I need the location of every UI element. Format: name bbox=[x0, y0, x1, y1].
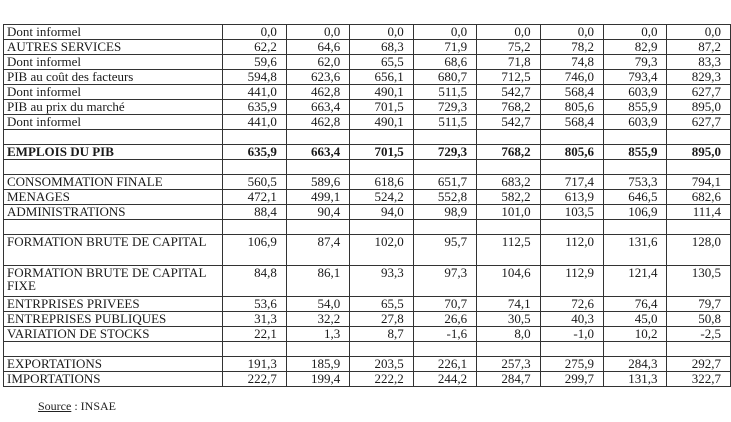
spacer-row bbox=[4, 342, 731, 357]
value-cell: 102,0 bbox=[350, 235, 413, 266]
value-cell: 524,2 bbox=[350, 190, 413, 205]
value-cell: 68,3 bbox=[350, 40, 413, 55]
value-cell: -1,0 bbox=[540, 327, 603, 342]
value-cell: 76,4 bbox=[604, 297, 667, 312]
value-cell: 635,9 bbox=[223, 145, 286, 160]
row-label: AUTRES SERVICES bbox=[4, 40, 223, 55]
row-label: EXPORTATIONS bbox=[4, 357, 223, 372]
row-label: MENAGES bbox=[4, 190, 223, 205]
value-cell: 490,1 bbox=[350, 115, 413, 130]
value-cell: 829,3 bbox=[667, 70, 731, 85]
row-label: IMPORTATIONS bbox=[4, 372, 223, 387]
table-row bbox=[4, 145, 731, 160]
spacer-cell bbox=[540, 130, 603, 145]
value-cell: 82,9 bbox=[604, 40, 667, 55]
value-cell: 103,5 bbox=[540, 205, 603, 220]
value-cell: 855,9 bbox=[604, 100, 667, 115]
value-cell: 511,5 bbox=[413, 115, 476, 130]
value-cell: 71,8 bbox=[477, 55, 540, 70]
spacer-cell bbox=[540, 220, 603, 235]
value-cell: 805,6 bbox=[540, 145, 603, 160]
table-row bbox=[4, 235, 731, 266]
value-cell: 244,2 bbox=[413, 372, 476, 387]
value-cell: 65,5 bbox=[350, 297, 413, 312]
value-cell: 701,5 bbox=[350, 145, 413, 160]
spacer-cell bbox=[4, 342, 223, 357]
table-row bbox=[4, 266, 731, 297]
value-cell: 284,7 bbox=[477, 372, 540, 387]
value-cell: 50,8 bbox=[667, 312, 731, 327]
value-cell: 112,9 bbox=[540, 266, 603, 297]
value-cell: 22,1 bbox=[223, 327, 286, 342]
spacer-cell bbox=[667, 130, 731, 145]
spacer-cell bbox=[223, 220, 286, 235]
spacer-cell bbox=[350, 342, 413, 357]
value-cell: 322,7 bbox=[667, 372, 731, 387]
spacer-cell bbox=[604, 342, 667, 357]
value-cell: 101,0 bbox=[477, 205, 540, 220]
value-cell: 32,2 bbox=[286, 312, 349, 327]
value-cell: 441,0 bbox=[223, 115, 286, 130]
value-cell: 87,4 bbox=[286, 235, 349, 266]
row-label: PIB au coût des facteurs bbox=[4, 70, 223, 85]
value-cell: 855,9 bbox=[604, 145, 667, 160]
value-cell: 542,7 bbox=[477, 85, 540, 100]
value-cell: 74,1 bbox=[477, 297, 540, 312]
value-cell: 199,4 bbox=[286, 372, 349, 387]
row-label: EMPLOIS DU PIB bbox=[4, 145, 223, 160]
row-label: ENTRPRISES PRIVEES bbox=[4, 297, 223, 312]
data-table bbox=[3, 24, 731, 387]
value-cell: 0,0 bbox=[477, 25, 540, 40]
value-cell: 1,3 bbox=[286, 327, 349, 342]
value-cell: 717,4 bbox=[540, 175, 603, 190]
row-label: FORMATION BRUTE DE CAPITAL FIXE bbox=[4, 266, 223, 297]
value-cell: 768,2 bbox=[477, 145, 540, 160]
value-cell: 53,6 bbox=[223, 297, 286, 312]
table-row bbox=[4, 70, 731, 85]
value-cell: 729,3 bbox=[413, 145, 476, 160]
value-cell: 121,4 bbox=[604, 266, 667, 297]
value-cell: 0,0 bbox=[540, 25, 603, 40]
value-cell: 94,0 bbox=[350, 205, 413, 220]
table-row bbox=[4, 85, 731, 100]
spacer-cell bbox=[350, 160, 413, 175]
value-cell: 490,1 bbox=[350, 85, 413, 100]
value-cell: 59,6 bbox=[223, 55, 286, 70]
value-cell: 603,9 bbox=[604, 115, 667, 130]
spacer-cell bbox=[4, 130, 223, 145]
value-cell: 552,8 bbox=[413, 190, 476, 205]
value-cell: 729,3 bbox=[413, 100, 476, 115]
value-cell: 10,2 bbox=[604, 327, 667, 342]
value-cell: 568,4 bbox=[540, 115, 603, 130]
value-cell: 0,0 bbox=[667, 25, 731, 40]
value-cell: -2,5 bbox=[667, 327, 731, 342]
spacer-cell bbox=[667, 342, 731, 357]
table-row bbox=[4, 357, 731, 372]
value-cell: 753,3 bbox=[604, 175, 667, 190]
value-cell: 70,7 bbox=[413, 297, 476, 312]
value-cell: 26,6 bbox=[413, 312, 476, 327]
value-cell: 79,3 bbox=[604, 55, 667, 70]
spacer-cell bbox=[477, 220, 540, 235]
spacer-cell bbox=[477, 342, 540, 357]
value-cell: 582,2 bbox=[477, 190, 540, 205]
value-cell: 292,7 bbox=[667, 357, 731, 372]
value-cell: 130,5 bbox=[667, 266, 731, 297]
source-note bbox=[38, 399, 116, 414]
value-cell: 793,4 bbox=[604, 70, 667, 85]
spacer-cell bbox=[413, 130, 476, 145]
value-cell: 65,5 bbox=[350, 55, 413, 70]
table-row bbox=[4, 327, 731, 342]
table-row bbox=[4, 312, 731, 327]
spacer-cell bbox=[604, 220, 667, 235]
spacer-cell bbox=[286, 342, 349, 357]
table-row bbox=[4, 100, 731, 115]
value-cell: 746,0 bbox=[540, 70, 603, 85]
value-cell: 97,3 bbox=[413, 266, 476, 297]
value-cell: 79,7 bbox=[667, 297, 731, 312]
value-cell: 0,0 bbox=[223, 25, 286, 40]
value-cell: 701,5 bbox=[350, 100, 413, 115]
value-cell: 8,7 bbox=[350, 327, 413, 342]
value-cell: 568,4 bbox=[540, 85, 603, 100]
value-cell: 75,2 bbox=[477, 40, 540, 55]
value-cell: 86,1 bbox=[286, 266, 349, 297]
value-cell: 472,1 bbox=[223, 190, 286, 205]
value-cell: 93,3 bbox=[350, 266, 413, 297]
value-cell: 462,8 bbox=[286, 115, 349, 130]
table-row bbox=[4, 25, 731, 40]
value-cell: 112,5 bbox=[477, 235, 540, 266]
table-row bbox=[4, 115, 731, 130]
row-label: Dont informel bbox=[4, 25, 223, 40]
spacer-cell bbox=[604, 130, 667, 145]
value-cell: 27,8 bbox=[350, 312, 413, 327]
value-cell: 0,0 bbox=[604, 25, 667, 40]
spacer-row bbox=[4, 220, 731, 235]
value-cell: 191,3 bbox=[223, 357, 286, 372]
spacer-row bbox=[4, 160, 731, 175]
value-cell: 54,0 bbox=[286, 297, 349, 312]
value-cell: 40,3 bbox=[540, 312, 603, 327]
spacer-cell bbox=[223, 130, 286, 145]
value-cell: 651,7 bbox=[413, 175, 476, 190]
value-cell: 84,8 bbox=[223, 266, 286, 297]
spacer-cell bbox=[350, 130, 413, 145]
value-cell: 589,6 bbox=[286, 175, 349, 190]
value-cell: 895,0 bbox=[667, 145, 731, 160]
spacer-cell bbox=[223, 342, 286, 357]
value-cell: 62,0 bbox=[286, 55, 349, 70]
spacer-cell bbox=[286, 220, 349, 235]
value-cell: 680,7 bbox=[413, 70, 476, 85]
row-label: ENTREPRISES PUBLIQUES bbox=[4, 312, 223, 327]
value-cell: 95,7 bbox=[413, 235, 476, 266]
value-cell: 71,9 bbox=[413, 40, 476, 55]
value-cell: 627,7 bbox=[667, 85, 731, 100]
value-cell: 111,4 bbox=[667, 205, 731, 220]
value-cell: 560,5 bbox=[223, 175, 286, 190]
value-cell: 87,2 bbox=[667, 40, 731, 55]
value-cell: 663,4 bbox=[286, 100, 349, 115]
value-cell: 594,8 bbox=[223, 70, 286, 85]
source-text: : INSAE bbox=[71, 399, 116, 413]
value-cell: 275,9 bbox=[540, 357, 603, 372]
value-cell: 663,4 bbox=[286, 145, 349, 160]
spacer-cell bbox=[604, 160, 667, 175]
spacer-cell bbox=[223, 160, 286, 175]
value-cell: 104,6 bbox=[477, 266, 540, 297]
value-cell: 284,3 bbox=[604, 357, 667, 372]
value-cell: 31,3 bbox=[223, 312, 286, 327]
value-cell: 88,4 bbox=[223, 205, 286, 220]
value-cell: 441,0 bbox=[223, 85, 286, 100]
row-label: Dont informel bbox=[4, 115, 223, 130]
value-cell: 64,6 bbox=[286, 40, 349, 55]
table-row bbox=[4, 55, 731, 70]
spacer-row bbox=[4, 130, 731, 145]
value-cell: 62,2 bbox=[223, 40, 286, 55]
value-cell: 222,2 bbox=[350, 372, 413, 387]
row-label: Dont informel bbox=[4, 85, 223, 100]
value-cell: 131,3 bbox=[604, 372, 667, 387]
value-cell: 106,9 bbox=[223, 235, 286, 266]
spacer-cell bbox=[413, 220, 476, 235]
spacer-cell bbox=[540, 160, 603, 175]
value-cell: 623,6 bbox=[286, 70, 349, 85]
value-cell: 603,9 bbox=[604, 85, 667, 100]
row-label: PIB au prix du marché bbox=[4, 100, 223, 115]
value-cell: 499,1 bbox=[286, 190, 349, 205]
value-cell: 74,8 bbox=[540, 55, 603, 70]
value-cell: 98,9 bbox=[413, 205, 476, 220]
value-cell: 8,0 bbox=[477, 327, 540, 342]
value-cell: 0,0 bbox=[286, 25, 349, 40]
value-cell: 542,7 bbox=[477, 115, 540, 130]
table-row bbox=[4, 190, 731, 205]
value-cell: 646,5 bbox=[604, 190, 667, 205]
value-cell: 112,0 bbox=[540, 235, 603, 266]
value-cell: 128,0 bbox=[667, 235, 731, 266]
value-cell: 185,9 bbox=[286, 357, 349, 372]
value-cell: 656,1 bbox=[350, 70, 413, 85]
data-table-container bbox=[3, 24, 731, 387]
value-cell: 618,6 bbox=[350, 175, 413, 190]
value-cell: 462,8 bbox=[286, 85, 349, 100]
value-cell: 83,3 bbox=[667, 55, 731, 70]
value-cell: 30,5 bbox=[477, 312, 540, 327]
value-cell: 299,7 bbox=[540, 372, 603, 387]
value-cell: 805,6 bbox=[540, 100, 603, 115]
spacer-cell bbox=[4, 220, 223, 235]
spacer-cell bbox=[667, 220, 731, 235]
table-row bbox=[4, 372, 731, 387]
value-cell: 895,0 bbox=[667, 100, 731, 115]
value-cell: 794,1 bbox=[667, 175, 731, 190]
source-label: Source bbox=[38, 399, 72, 413]
value-cell: 627,7 bbox=[667, 115, 731, 130]
spacer-cell bbox=[413, 160, 476, 175]
value-cell: 45,0 bbox=[604, 312, 667, 327]
value-cell: -1,6 bbox=[413, 327, 476, 342]
spacer-cell bbox=[540, 342, 603, 357]
spacer-cell bbox=[4, 160, 223, 175]
row-label: FORMATION BRUTE DE CAPITAL bbox=[4, 235, 223, 266]
row-label: CONSOMMATION FINALE bbox=[4, 175, 223, 190]
spacer-cell bbox=[413, 342, 476, 357]
value-cell: 683,2 bbox=[477, 175, 540, 190]
value-cell: 712,5 bbox=[477, 70, 540, 85]
value-cell: 68,6 bbox=[413, 55, 476, 70]
table-row bbox=[4, 40, 731, 55]
value-cell: 257,3 bbox=[477, 357, 540, 372]
value-cell: 72,6 bbox=[540, 297, 603, 312]
spacer-cell bbox=[286, 130, 349, 145]
spacer-cell bbox=[477, 130, 540, 145]
value-cell: 635,9 bbox=[223, 100, 286, 115]
table-row bbox=[4, 205, 731, 220]
value-cell: 222,7 bbox=[223, 372, 286, 387]
value-cell: 0,0 bbox=[350, 25, 413, 40]
value-cell: 226,1 bbox=[413, 357, 476, 372]
value-cell: 131,6 bbox=[604, 235, 667, 266]
value-cell: 613,9 bbox=[540, 190, 603, 205]
value-cell: 90,4 bbox=[286, 205, 349, 220]
spacer-cell bbox=[286, 160, 349, 175]
value-cell: 0,0 bbox=[413, 25, 476, 40]
value-cell: 511,5 bbox=[413, 85, 476, 100]
value-cell: 78,2 bbox=[540, 40, 603, 55]
table-row bbox=[4, 175, 731, 190]
value-cell: 203,5 bbox=[350, 357, 413, 372]
row-label: Dont informel bbox=[4, 55, 223, 70]
spacer-cell bbox=[477, 160, 540, 175]
value-cell: 106,9 bbox=[604, 205, 667, 220]
value-cell: 768,2 bbox=[477, 100, 540, 115]
value-cell: 682,6 bbox=[667, 190, 731, 205]
spacer-cell bbox=[667, 160, 731, 175]
spacer-cell bbox=[350, 220, 413, 235]
row-label: ADMINISTRATIONS bbox=[4, 205, 223, 220]
row-label: VARIATION DE STOCKS bbox=[4, 327, 223, 342]
table-row bbox=[4, 297, 731, 312]
